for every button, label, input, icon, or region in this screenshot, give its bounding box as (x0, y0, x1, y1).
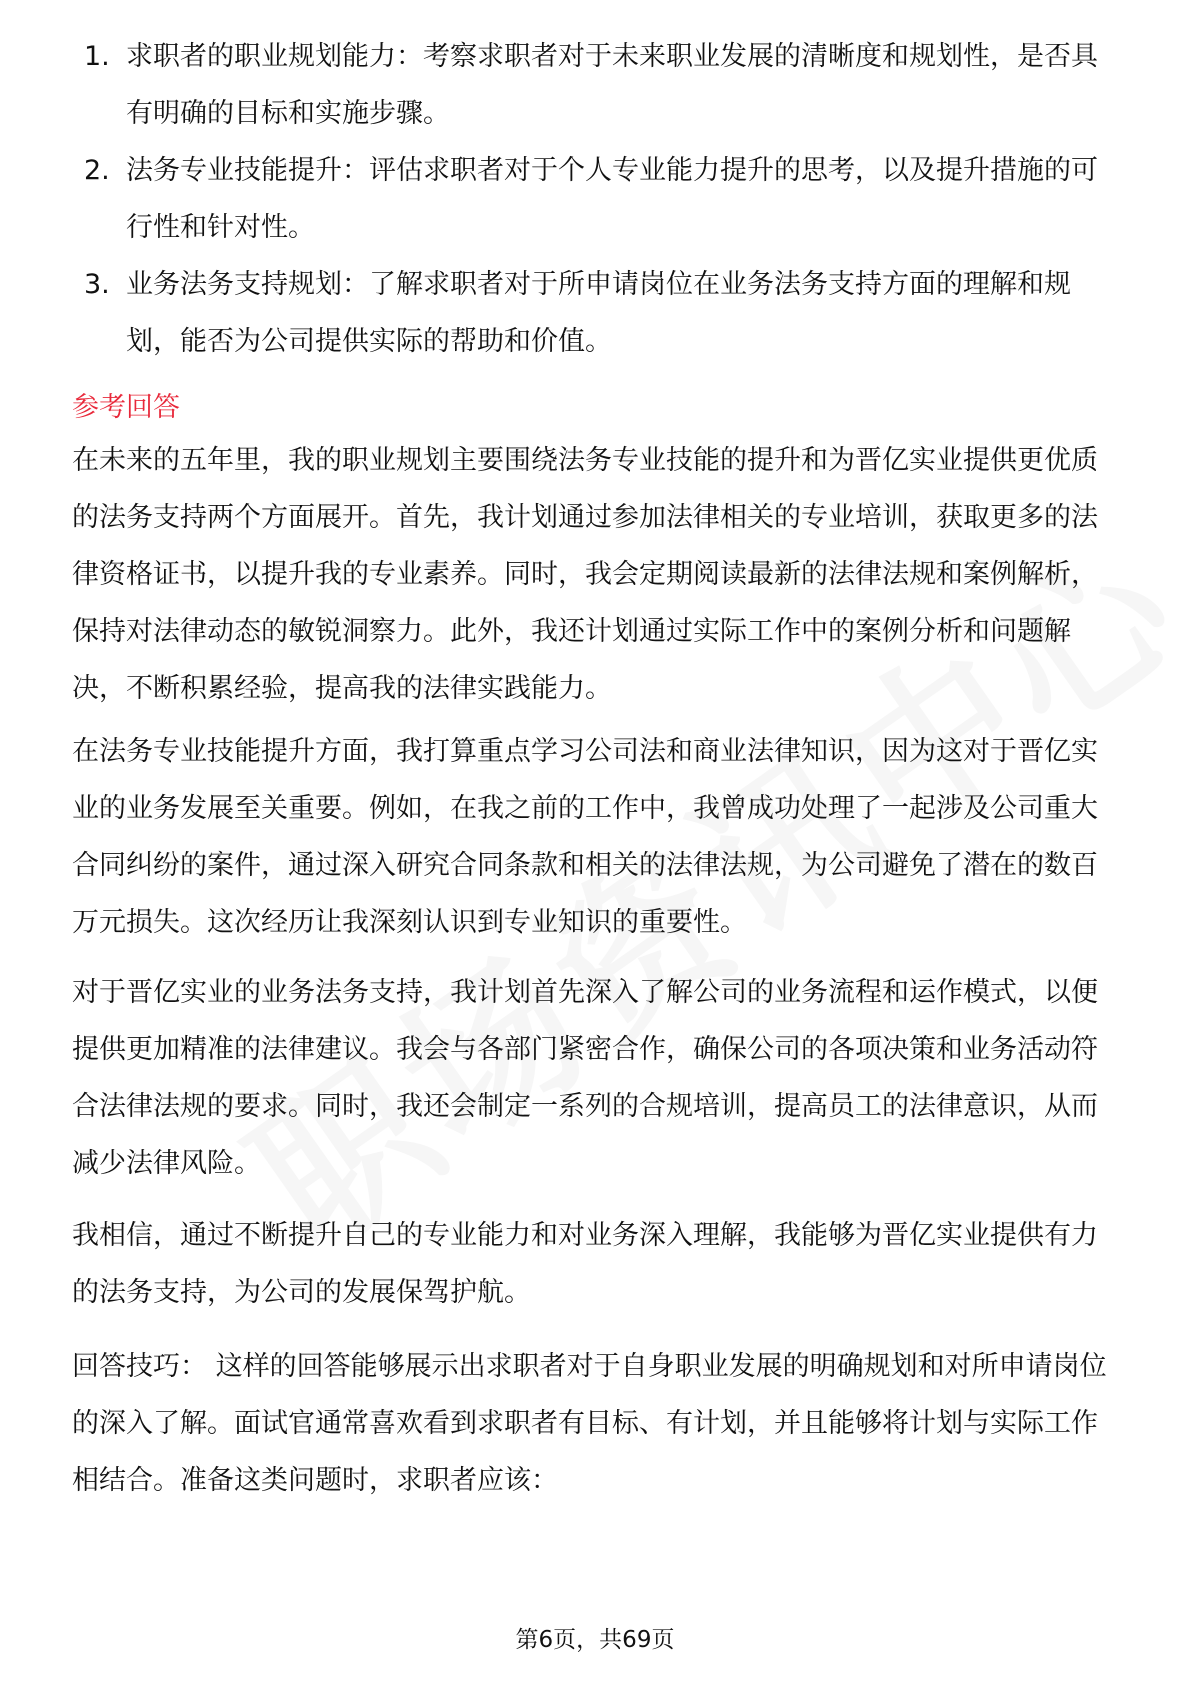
list-text: 业务法务支持规划：了解求职者对于所申请岗位在业务法务支持方面的理解和规划，能否为公司提供实际的帮助和价值。 (126, 269, 1071, 357)
criteria-list (72, 28, 1122, 370)
list-item (72, 256, 1122, 370)
section-heading-reference-answer: 参考回答 (72, 392, 180, 423)
list-number: 3. (84, 269, 110, 300)
list-text: 求职者的职业规划能力：考察求职者对于未来职业发展的清晰度和规划性，是否具有明确的目标和实施步骤。 (126, 41, 1098, 129)
list-number: 1. (84, 41, 110, 72)
paragraph: 对于晋亿实业的业务法务支持，我计划首先深入了解公司的业务流程和运作模式，以便提供更加精准的法律建议。我会与各部门紧密合作，确保公司的各项决策和业务活动符合法律法规的要求。同时，我还会制定一系列的合规培训，提高员工的法律意识，从而减少法律风险。 (72, 977, 1098, 1179)
page-footer: 第6页，共69页 (515, 1627, 675, 1653)
paragraph: 在法务专业技能提升方面，我打算重点学习公司法和商业法律知识，因为这对于晋亿实业的业务发展至关重要。例如，在我之前的工作中，我曾成功处理了一起涉及公司重大合同纠纷的案件，通过深入研究合同条款和相关的法律法规，为公司避免了潜在的数百万元损失。这次经历让我深刻认识到专业知识的重要性。 (72, 736, 1098, 938)
list-text: 法务专业技能提升：评估求职者对于个人专业能力提升的思考，以及提升措施的可行性和针对性。 (126, 155, 1098, 243)
list-number: 2. (84, 155, 110, 186)
paragraph: 在未来的五年里，我的职业规划主要围绕法务专业技能的提升和为晋亿实业提供更优质的法务支持两个方面展开。首先，我计划通过参加法律相关的专业培训，获取更多的法律资格证书，以提升我的专业素养。同时，我会定期阅读最新的法律法规和案例解析，保持对法律动态的敏锐洞察力。此外，我还计划通过实际工作中的案例分析和问题解决，不断积累经验，提高我的法律实践能力。 (72, 445, 1098, 704)
paragraph: 我相信，通过不断提升自己的专业能力和对业务深入理解，我能够为晋亿实业提供有力的法务支持，为公司的发展保驾护航。 (72, 1220, 1098, 1308)
list-item (72, 142, 1122, 256)
list-item (72, 28, 1122, 142)
answer-tips-paragraph: 回答技巧： 这样的回答能够展示出求职者对于自身职业发展的明确规划和对所申请岗位的深入了解。面试官通常喜欢看到求职者有目标、有计划，并且能够将计划与实际工作相结合。准备这类问题时，求职者应该： (72, 1351, 1107, 1496)
